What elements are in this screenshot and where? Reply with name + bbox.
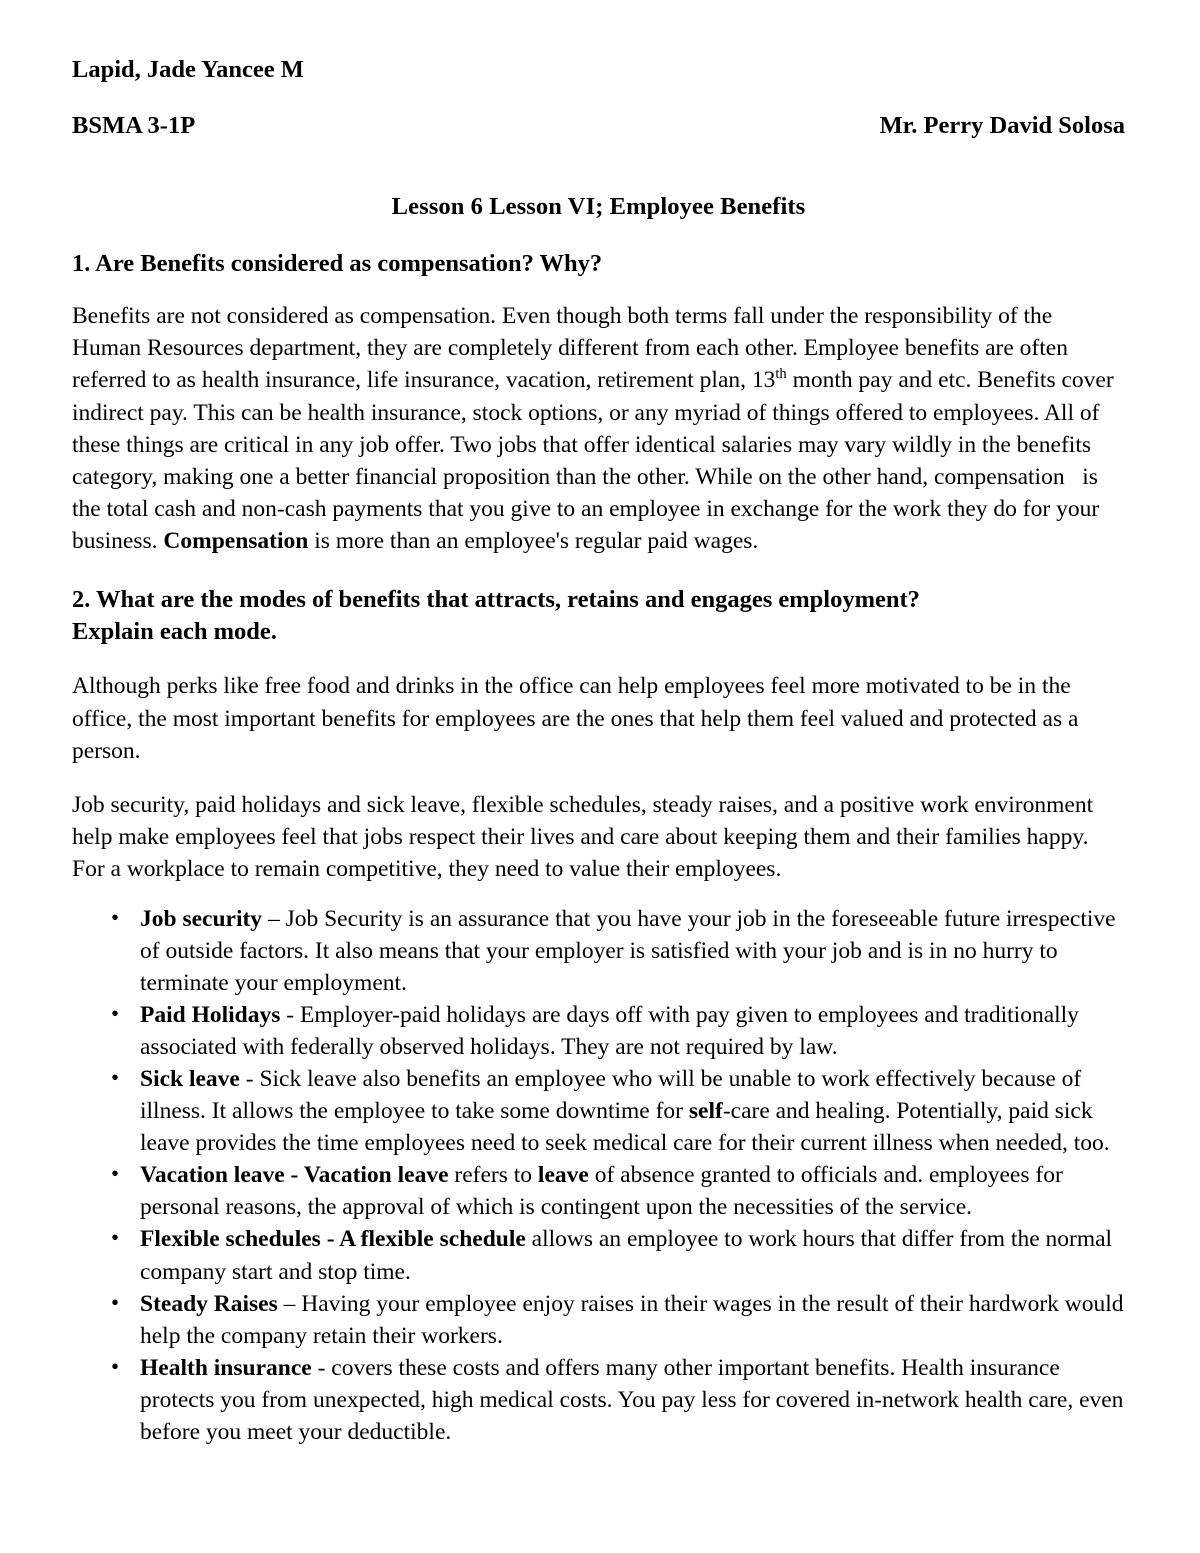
benefit-term: Health insurance xyxy=(140,1354,312,1381)
benefit-body-pre: allows an employee to work hours that differ from the normal company start and stop time. xyxy=(140,1226,1113,1285)
answer-1-part-3: is more than an employee's regular paid wages. xyxy=(308,527,759,554)
list-item xyxy=(72,1063,1125,1159)
list-item xyxy=(72,1352,1125,1448)
question-2-second-paragraph: Job security, paid holidays and sick leave, flexible schedules, steady raises, and a positive work environment help make employees feel that jobs respect their lives and care about keeping them and their families happy. For a workplace to remain competitive, they need to value their employees. xyxy=(72,791,1094,882)
benefit-term: Steady Raises xyxy=(140,1290,278,1317)
student-name: Lapid, Jade Yancee M xyxy=(72,56,304,83)
benefit-body-pre: – Job Security is an assurance that you have your job in the foreseeable future irrespective of outside factors. It also means that your employer is satisfied with your job and is in no hurry to terminate your employment. xyxy=(140,905,1116,996)
benefit-body-pre: – Having your employee enjoy raises in their wages in the result of their hardwork would help the company retain their workers. xyxy=(140,1290,1124,1349)
benefit-body-post: of absence granted to officials and. employees for personal reasons, the approval of which is contingent upon the necessities of the service. xyxy=(140,1162,1063,1221)
benefit-inline-bold: leave xyxy=(537,1162,589,1189)
document-title: Lesson 6 Lesson VI; Employee Benefits xyxy=(391,193,806,220)
ordinal-superscript: th xyxy=(775,366,787,383)
answer-1-part-1: Benefits are not considered as compensation. Even though both terms fall under the responsibility of the Human Resources department, they are completely different from each other. Employee benefits are often referred to as health insurance, life insurance, vacation, retirement plan, 13 xyxy=(72,303,1068,394)
benefit-term: Vacation leave - Vacation leave xyxy=(140,1162,449,1189)
list-item xyxy=(72,999,1125,1063)
benefit-term: Sick leave xyxy=(140,1066,240,1093)
benefit-term: Paid Holidays xyxy=(140,1002,281,1029)
benefit-body-pre: - covers these costs and offers many other important benefits. Health insurance protects you from unexpected, high medical costs. You pay less for covered in-network health care, even before you meet your deductible. xyxy=(140,1354,1124,1445)
list-item xyxy=(72,903,1125,999)
header-row xyxy=(72,111,1125,139)
list-item xyxy=(72,1288,1125,1352)
answer-1-part-2: month pay and etc. Benefits cover indirect pay. This can be health insurance, stock options, or any myriad of things offered to employees. All of these things are critical in any job offer. Two jobs that offer identical salaries may vary wildly in the benefits category, making one a better financial proposition than the other. While on the other hand, compensation is the total cash and non-cash payments that you give to an employee in exchange for the work they do for your business. xyxy=(72,367,1120,554)
benefit-body-post: -care and healing. Potentially, paid sick leave provides the time employees need to seek medical care for their current illness when needed, too. xyxy=(140,1098,1110,1157)
benefit-body-pre: refers to xyxy=(448,1162,538,1189)
list-item xyxy=(72,1159,1125,1223)
question-1-heading: 1. Are Benefits considered as compensation? Why? xyxy=(72,250,603,277)
benefit-body-pre: - Sick leave also benefits an employee who will be unable to work effectively because of illness. It allows the employee to take some downtime for xyxy=(140,1066,1082,1125)
benefit-term: Job security xyxy=(140,905,263,932)
question-2-heading-line-1: 2. What are the modes of benefits that attracts, retains and engages employment? xyxy=(72,585,920,613)
benefit-body-pre: - Employer-paid holidays are days off with pay given to employees and traditionally associated with federally observed holidays. They are not required by law. xyxy=(140,1002,1079,1061)
student-section: BSMA 3-1P xyxy=(72,111,196,139)
question-1-answer xyxy=(72,300,1125,557)
question-2-heading xyxy=(72,584,1125,649)
question-2-intro-paragraph: Although perks like free food and drinks in the office can help employees feel more motivated to be in the office, the most important benefits for employees are the ones that help them feel valued and protected as a person. xyxy=(72,673,1079,764)
benefit-inline-bold: self xyxy=(688,1098,723,1125)
compensation-bold-term: Compensation xyxy=(163,527,309,554)
benefits-list xyxy=(72,903,1125,1448)
question-2-heading-line-2: Explain each mode. xyxy=(72,618,277,646)
list-item xyxy=(72,1223,1125,1287)
benefit-term: Flexible schedules - A flexible schedule xyxy=(140,1226,526,1253)
instructor-name: Mr. Perry David Solosa xyxy=(879,111,1125,139)
